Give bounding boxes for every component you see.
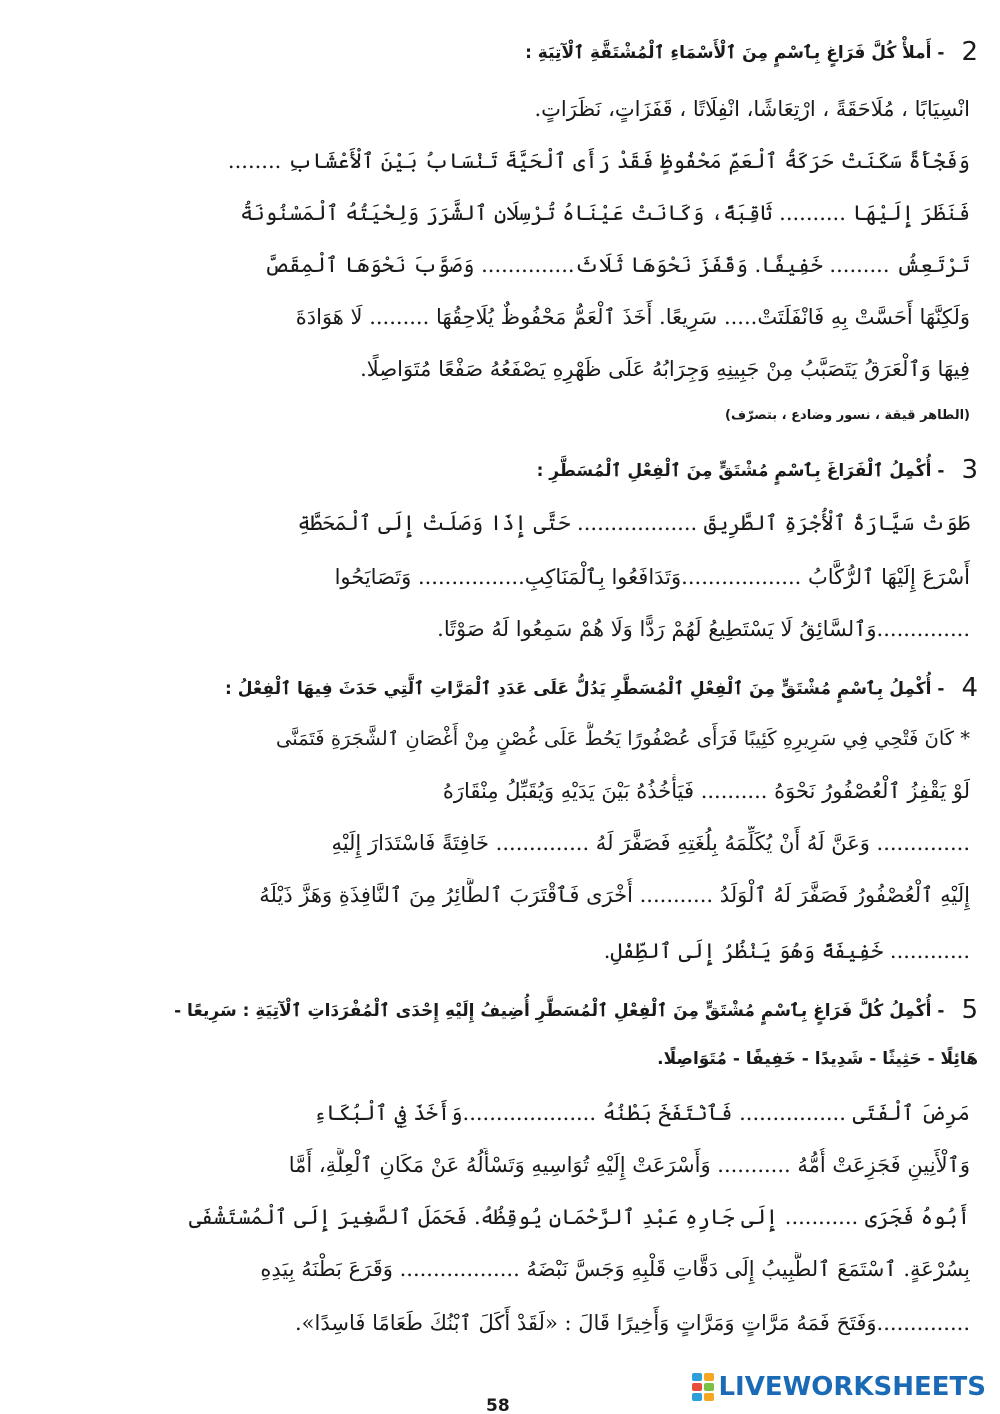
exercise-5-line: أَبُوهُ فَجَرَى ........... إِلَى جَارِهِ عَبْدِ ٱلرَّحْمَانِ يُوقِظُهُ. فَحَمَلَ ٱلصَّغِيرَ إِلَى ٱلْمُسْتَشْفَى bbox=[188, 1205, 970, 1229]
exercise-4-number: 4 bbox=[961, 673, 978, 703]
exercise-2-source: (الطاهر قيقة ، نسور وضادع ، بتصرّف) bbox=[725, 408, 970, 423]
exercise-4-line: لَوْ يَقْفِزُ ٱلْعُصْفُورُ نَحْوَهُ .......... فَيَأْخُذُهُ بَيْنَ يَدَيْهِ وَيُقَبِّلُ مِنْقَارَهُ bbox=[442, 779, 970, 803]
exercise-4-heading bbox=[22, 670, 978, 706]
exercise-2-line: وَفَجْأَةً سَكَنَتْ حَرَكَةُ ٱلْعَمِّ مَحْفُوظٍ فَقَدْ رَأَى ٱلْحَيَّةَ تَنْسَابُ بَيْنَ ٱلْأَعْشَابِ ........ bbox=[227, 149, 970, 173]
liveworksheets-logo-text: LIVEWORKSHEETS bbox=[718, 1372, 986, 1402]
exercise-3-line: ..............وَٱلسَّائِقُ لَا يَسْتَطِيعُ لَهُمْ رَدًّا وَلَا هُمْ سَمِعُوا لَهُ صَوْتًا. bbox=[437, 617, 970, 641]
exercise-5-number: 5 bbox=[961, 995, 978, 1025]
exercise-3-number: 3 bbox=[961, 455, 978, 485]
exercise-4-line: .............. وَعَنَّ لَهُ أَنْ يُكَلِّمَهُ بِلُغَتِهِ فَصَفَّرَ لَهُ .............. خَافِتَةً فَاسْتَدَارَ إِلَيْهِ bbox=[331, 831, 970, 855]
logo-block bbox=[704, 1373, 714, 1381]
liveworksheets-logo[interactable] bbox=[692, 1372, 986, 1402]
exercise-4-line: * كَانَ فَتْحِي فِي سَرِيرِهِ كَئِيبًا فَرَأَى عُصْفُورًا يَحُطُّ عَلَى غُصْنٍ مِنْ أَغْصَانِ ٱلشَّجَرَةِ فَتَمَنَّى bbox=[276, 727, 970, 750]
exercise-2-line: فَنَظَرَ إِلَيْهَا .......... ثَاقِبَةً، وَكَانَتْ عَيْنَاهُ تُرْسِلَانِ ٱلشَّرَرَ وَلِحْيَتُهُ ٱلْمَسْنُونَةُ bbox=[240, 201, 970, 225]
exercise-5-line: ..............وَفَتَحَ فَمَهُ مَرَّاتٍ وَمَرَّاتٍ وَأَخِيرًا قَالَ : «لَقَدْ أَكَلَ ٱبْنُكَ طَعَامًا فَاسِدًا». bbox=[294, 1311, 970, 1335]
exercise-2-line: فِيهَا وَٱلْعَرَقُ يَتَصَبَّبُ مِنْ جَبِينِهِ وَجِرَابُهُ عَلَى ظَهْرِهِ يَصْفَعُهُ صَفْعًا مُتَوَاصِلًا. bbox=[360, 357, 970, 381]
exercise-5-title: - أُكْمِلُ كُلَّ فَرَاغٍ بِٱسْمٍ مُشْتَقٍّ مِنَ ٱلْفِعْلِ ٱلْمُسَطَّرِ أُضِيفُ إِلَيْهِ إِحْدَى ٱلْمُفْرَدَاتِ ٱلْآتِيَةِ : سَرِيعًا - bbox=[174, 1001, 945, 1021]
exercise-2-word-bank: انْسِيَابًا ، مُلَاحَقَةً ، ارْتِعَاشًا، انْفِلَاتًا ، قَفَزَاتٍ، نَظَرَاتٍ. bbox=[534, 97, 970, 121]
logo-block bbox=[704, 1383, 714, 1391]
logo-block bbox=[704, 1393, 714, 1401]
exercise-3-line: طَوَتْ سَيَّارَةُ ٱلْأُجْرَةِ ٱلطَّرِيقَ .................. حَتَّى إِذَا وَصَلَتْ إِلَى ٱلْمَحَطَّةِ bbox=[297, 511, 970, 535]
exercise-5-line: مَرِضَ ٱلْفَتَى ................ فَٱنْتَفَخَ بَطْنُهُ ....................وَأَخَذَ فِي ٱلْبُكَاءِ bbox=[313, 1101, 970, 1125]
exercise-5-line: وَٱلْأَنِينِ فَجَزِعَتْ أُمُّهُ ........... وَأَسْرَعَتْ إِلَيْهِ تُوَاسِيهِ وَتَسْأَلُهُ عَنْ مَكَانِ ٱلْعِلَّةِ، أَمَّا bbox=[288, 1153, 970, 1177]
exercise-5-word-bank bbox=[22, 1040, 978, 1076]
logo-block bbox=[692, 1373, 702, 1381]
exercise-2-title: - أَملأْ كُلَّ فَرَاغٍ بِٱسْمٍ مِنَ ٱلْأَسْمَاءِ ٱلْمُشْتَقَّةِ ٱلْآتِيَةِ : bbox=[525, 43, 945, 63]
exercise-3-heading bbox=[22, 452, 978, 488]
exercise-2-line: وَلَكِنَّهَا أَحَسَّتْ بِهِ فَانْفَلَتَتْ..... سَرِيعًا. أَخَذَ ٱلْعَمُّ مَحْفُوظٌ يُلَاحِقُهَا ......... لَا هَوَادَةَ bbox=[295, 305, 970, 329]
exercise-5-line: بِسُرْعَةٍ. ٱسْتَمَعَ ٱلطَّبِيبُ إِلَى دَقَّاتِ قَلْبِهِ وَجَسَّ نَبْضَهُ .................. وَقَرَعَ بَطْنَهُ بِيَدِهِ bbox=[260, 1257, 970, 1281]
liveworksheets-logo-icon bbox=[692, 1373, 714, 1401]
exercise-2-number: 2 bbox=[961, 37, 978, 67]
logo-block bbox=[692, 1383, 702, 1391]
logo-block bbox=[692, 1393, 702, 1401]
page-number: 58 bbox=[486, 1396, 510, 1414]
exercise-5-heading bbox=[22, 992, 978, 1028]
exercise-4-line: إِلَيْهِ ٱلْعُصْفُورُ فَصَفَّرَ لَهُ ٱلْوَلَدُ ........... أُخْرَى فَٱقْتَرَبَ ٱلطَّائِرُ مِنَ ٱلنَّافِذَةِ وَهَزَّ ذَيْلَهُ bbox=[259, 883, 970, 907]
exercise-4-line: ............ خَفِيفَةً وَهُوَ يَنْظُرُ إِلَى ٱلطِّفْلِ. bbox=[603, 939, 970, 963]
exercise-2-line: تَرْتَعِشُ ......... خَفِيفًا. وَقَفَزَ نَحْوَهَا ثَلَاثَ.............. وَصَوَّبَ نَحْوَهَا ٱلْمِقَصَّ bbox=[264, 253, 970, 277]
exercise-3-title: - أُكْمِلُ ٱلْفَرَاغَ بِٱسْمٍ مُشْتَقٍّ مِنَ ٱلْفِعْلِ ٱلْمُسَطَّرِ : bbox=[536, 461, 945, 481]
exercise-5-subtitle: هَائِلًا - حَثِيثًا - شَدِيدًا - خَفِيفًا - مُتَوَاصِلًا. bbox=[657, 1049, 978, 1069]
exercise-3-line: أَسْرَعَ إِلَيْهَا ٱلرُّكَّابُ ..................وَتَدَافَعُوا بِٱلْمَنَاكِبِ................ وَتَصَايَحُوا bbox=[334, 565, 970, 589]
exercise-2-heading bbox=[22, 34, 978, 70]
exercise-4-title: - أُكْمِلُ بِٱسْمٍ مُشْتَقٍّ مِنَ ٱلْفِعْلِ ٱلْمُسَطَّرِ يَدُلُّ عَلَى عَدَدِ ٱلْمَرَّاتِ ٱلَّتِي حَدَثَ فِيهَا ٱلْفِعْلُ : bbox=[224, 679, 945, 699]
